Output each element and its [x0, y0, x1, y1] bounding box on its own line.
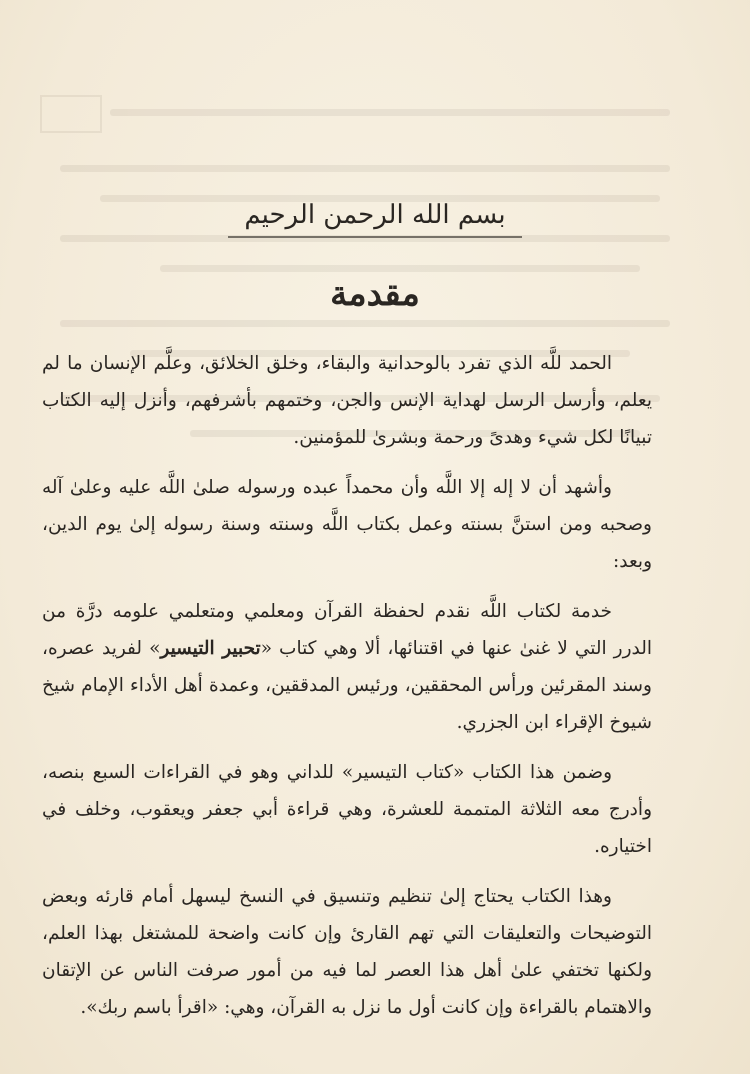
paragraph-book-intro-end: » لفريد عصره، وسند المقرئين ورأس المحققين، ورئيس المدققين، وعمدة أهل الأداء الإمام شيخ شيوخ الإقراء ابن الجزري. [42, 638, 652, 733]
paragraph-book-intro [42, 593, 652, 741]
paragraph-purpose: وهذا الكتاب يحتاج إلىٰ تنظيم وتنسيق في النسخ ليسهل أمام قارئه وبعض التوضيحات والتعليقات التي تهم القارئ وإن كانت واضحة للمشتغل بهذا العلم، ولكنها تختفي علىٰ أهل هذا العصر لما فيه من أمور صرفت الناس عن الإتقان والاهتمام بالقراءة وإن كانت أول ما نزل به القرآن، وهي: «اقرأ باسم ربك». [42, 886, 652, 1018]
ghost-page-number-box [40, 95, 102, 133]
ghost-line [160, 265, 640, 272]
basmala-underline [228, 236, 522, 238]
basmala-calligraphy: بسم الله الرحمن الرحيم [244, 200, 506, 230]
page-title: مقدمة [330, 274, 420, 314]
paragraph-shahada: وأشهد أن لا إله إلا اللَّه وأن محمداً عبده ورسوله صلىٰ اللَّه عليه وعلىٰ آله وصحبه ومن استنَّ بسنته وعمل بكتاب اللَّه وسنته وسنة رسوله إلىٰ يوم الدين، وبعد: [42, 477, 652, 572]
ghost-line [60, 165, 670, 172]
paragraph-book-intro-start: خدمة لكتاب اللَّه نقدم لحفظة القرآن ومعلمي ومتعلمي علومه درَّة من الدرر التي لا غنىٰ عنها في اقتنائها، ألا وهي كتاب « [42, 601, 652, 659]
ghost-line [60, 320, 670, 327]
paragraph-book-content: وضمن هذا الكتاب «كتاب التيسير» للداني وهو في القراءات السبع بنصه، وأدرج معه الثلاثة المتممة للعشرة، وهي قراءة أبي جعفر ويعقوب، وخلف في اختياره. [42, 762, 652, 857]
body-text [42, 345, 652, 1039]
book-title-bold: تحبير التيسير [160, 638, 261, 659]
ghost-line [110, 109, 670, 116]
paragraph-praise: الحمد للَّه الذي تفرد بالوحدانية والبقاء، وخلق الخلائق، وعلَّم الإنسان ما لم يعلم، وأرسل الرسل لهداية الإنس والجن، وختمهم بأشرفهم، وأنزل إليه الكتاب تبيانًا لكل شيء وهدىً ورحمة وبشرىٰ للمؤمنين. [42, 353, 652, 448]
